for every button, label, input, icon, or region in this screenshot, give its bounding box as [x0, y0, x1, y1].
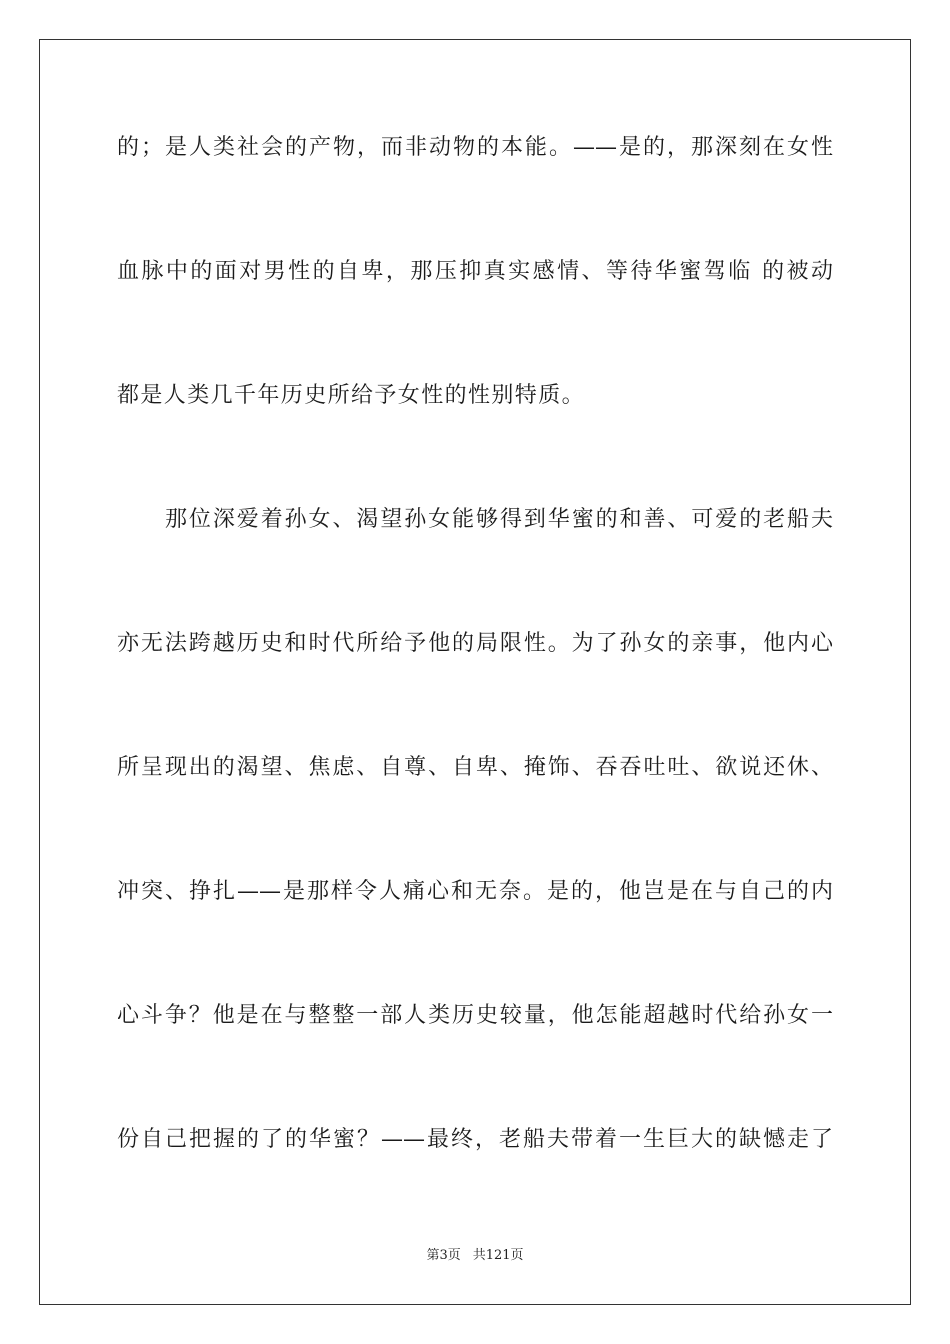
text-line-1: 的；是人类社会的产物，而非动物的本能。——是的，那深刻在女性	[117, 135, 833, 160]
text-line-7: 冲突、挣扎——是那样令人痛心和无奈。是的，他岂是在与自己的内	[117, 879, 833, 904]
page-total: 共121页	[472, 1248, 524, 1263]
page-border	[39, 39, 911, 1305]
text-line-3: 都是人类几千年历史所给予女性的性别特质。	[117, 383, 586, 408]
text-line-6: 所呈现出的渴望、焦虑、自尊、自卑、掩饰、吞吞吐吐、欲说还休、	[117, 755, 833, 780]
text-line-2: 血脉中的面对男性的自卑，那压抑真实感情、等待华蜜驾临 的被动	[117, 259, 833, 284]
text-line-4: 那位深爱着孙女、渴望孙女能够得到华蜜的和善、可爱的老船夫	[165, 507, 833, 532]
page-footer	[0, 1247, 950, 1265]
page-number: 第3页	[426, 1248, 461, 1263]
text-line-8: 心斗争？他是在与整整一部人类历史较量，他怎能超越时代给孙女一	[117, 1003, 833, 1028]
text-line-5: 亦无法跨越历史和时代所给予他的局限性。为了孙女的亲事，他内心	[117, 631, 833, 656]
text-line-9: 份自己把握的了的华蜜？——最终，老船夫带着一生巨大的缺憾走了	[117, 1127, 833, 1152]
